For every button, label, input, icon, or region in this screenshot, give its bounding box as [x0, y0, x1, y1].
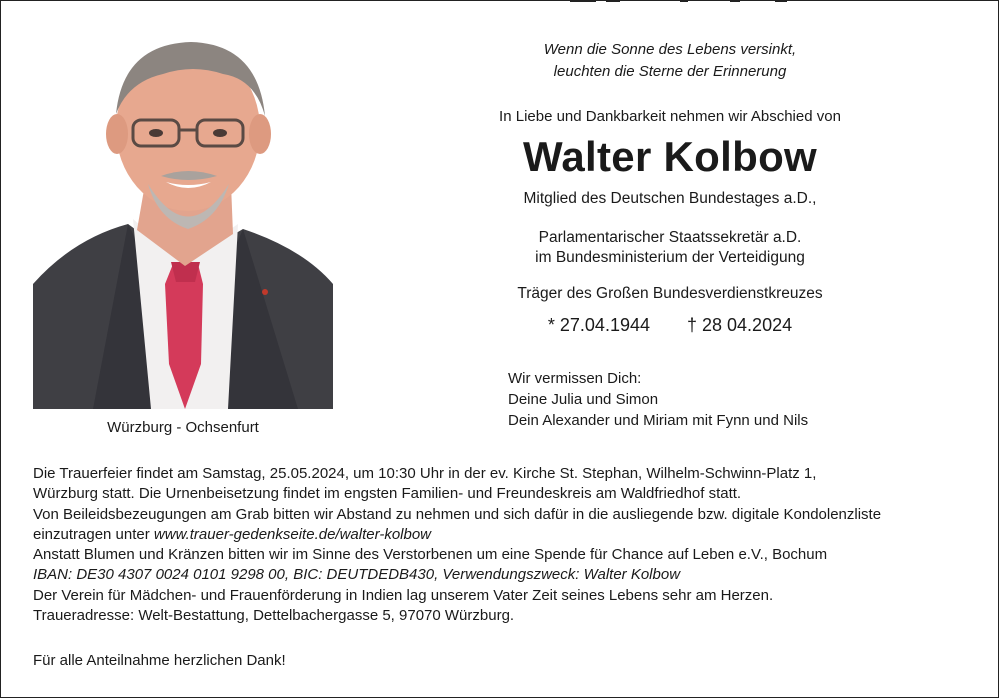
thanks-text: Für alle Anteilnahme herzlichen Dank!: [33, 652, 286, 669]
portrait-photo: [33, 34, 333, 409]
funeral-notice-text: [33, 464, 973, 626]
donation-bank-details: IBAN: DE30 4307 0024 0101 9298 00, BIC: DEUTDEDB430, Verwendungszweck: Walter Kolbow: [33, 566, 681, 584]
death-date: † 28 04.2024: [687, 315, 793, 335]
condolence-link[interactable]: www.trauer-gedenkseite.de/walter-kolbow: [153, 525, 432, 543]
deceased-name: Walter Kolbow: [522, 133, 817, 180]
mourning-address: Traueradresse: Welt-Bestattung, Dettelbachergasse 5, 97070 Würzburg.: [33, 607, 515, 625]
notice-line-4: [33, 525, 973, 545]
notice-line-4-prefix: einzutragen unter: [33, 525, 154, 543]
motto: [470, 39, 870, 83]
role-award: Träger des Großen Bundesverdienstkreuzes: [517, 285, 823, 302]
mourners-heading: Wir vermissen Dich:: [508, 370, 642, 387]
notice-line-5: Anstatt Blumen und Kränzen bitten wir im Sinne des Verstorbenen um eine Spende für Chance auf Leben e.V., Bochum: [33, 546, 828, 564]
mourners-line-1: Deine Julia und Simon: [508, 391, 659, 408]
intro-text: In Liebe und Dankbarkeit nehmen wir Abschied von: [499, 108, 841, 125]
photo-caption: Würzburg - Ochsenfurt: [107, 419, 259, 436]
role-member: Mitglied des Deutschen Bundestages a.D.,: [523, 190, 817, 207]
birth-date: * 27.04.1944: [547, 315, 650, 335]
role-secretary-line-2: im Bundesministerium der Verteidigung: [535, 249, 805, 266]
mourners-block: [508, 368, 808, 431]
top-edge-marks: [570, 0, 790, 3]
notice-line-7: Der Verein für Mädchen- und Frauenförderung in Indien lag unserem Vater Zeit seines Lebens sehr am Herzen.: [33, 586, 774, 604]
notice-line-2: Würzburg statt. Die Urnenbeisetzung findet im engsten Familien- und Freundeskreis am Waldfriedhof statt.: [33, 485, 742, 503]
life-dates: [470, 315, 870, 336]
notice-line-3: Von Beileidsbezeugungen am Grab bitten wir Abstand zu nehmen und sich dafür in die ausliegende bzw. digitale Kondolenzliste: [33, 505, 882, 523]
notice-line-1: Die Trauerfeier findet am Samstag, 25.05.2024, um 10:30 Uhr in der ev. Kirche St. Stephan, Wilhelm-Schwinn-Platz 1,: [33, 465, 817, 482]
motto-line-2: leuchten die Sterne der Erinnerung: [553, 63, 787, 80]
mourners-line-2: Dein Alexander und Miriam mit Fynn und Nils: [508, 412, 809, 429]
role-secretary-line-1: Parlamentarischer Staatssekretär a.D.: [538, 229, 802, 246]
role-secretary: [470, 228, 870, 268]
motto-line-1: Wenn die Sonne des Lebens versinkt,: [543, 41, 797, 58]
